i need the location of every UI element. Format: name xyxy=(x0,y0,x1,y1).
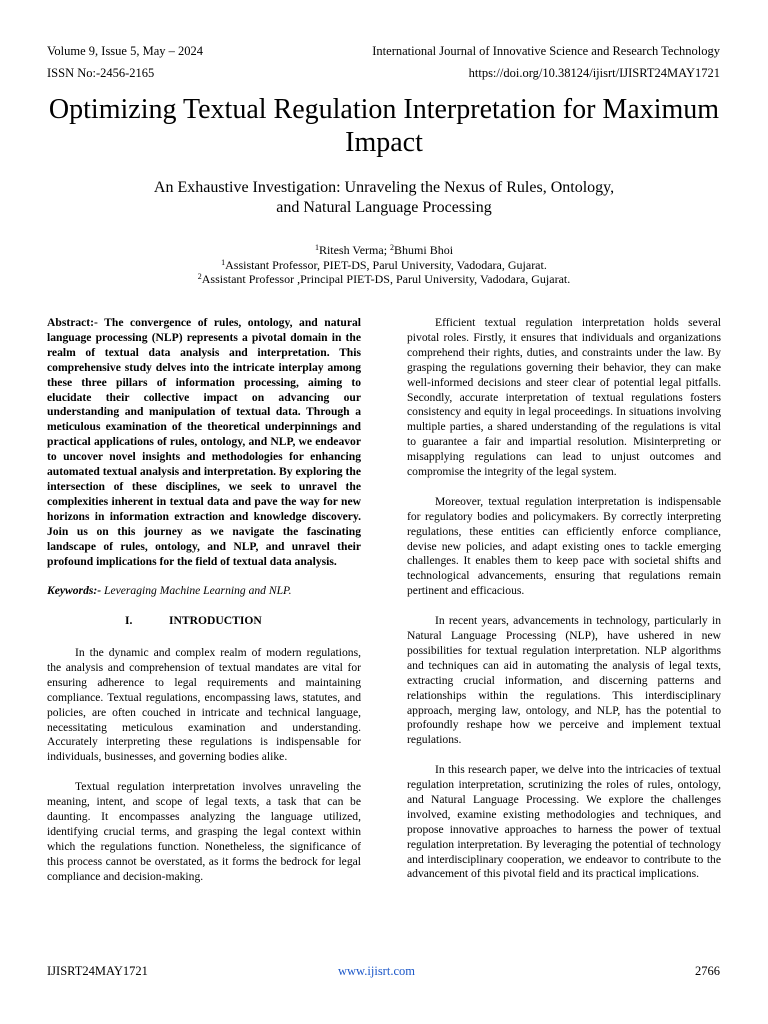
affiliation1-text: Assistant Professor, PIET-DS, Parul University, Vadodara, Gujarat. xyxy=(225,257,547,272)
author2-sup: 2 xyxy=(390,243,395,252)
author2-name: Bhumi Bhoi xyxy=(394,243,454,257)
affiliation2-text: Assistant Professor ,Principal PIET-DS, Parul University, Vadodara, Gujarat. xyxy=(201,272,571,286)
author1-sup: 1 xyxy=(314,243,319,252)
footer-page-number: 2766 xyxy=(695,964,720,978)
body-paragraph: In the dynamic and complex realm of modern regulations, the analysis and comprehension of textual mandates are vital for ensuring adherence to legal requirements and maintaining compliance. Textual regulations, encompassing laws, statutes, and policies, are often couched in intricate and technical language, necessitating meticulous examination and understanding. Accurately interpreting these regulations is indispensable for individuals, businesses, and governing bodies alike. xyxy=(47,646,361,764)
body-paragraph: Textual regulation interpretation involves unraveling the meaning, intent, and scope of legal texts, a task that can be daunting. It encompasses analyzing the language utilized, identifying crucial terms, and grasping the legal context within which the regulations function. Nonetheless, the significance of this process cannot be overstated, as it forms the bedrock for legal compliance and decision-making. xyxy=(47,780,361,883)
keywords xyxy=(47,584,361,599)
header-issn: ISSN No:-2456-2165 xyxy=(47,66,155,80)
paper-subtitle: An Exhaustive Investigation: Unraveling the Nexus of Rules, Ontology, and Natural Language Processing xyxy=(153,179,615,216)
body-paragraph: In recent years, advancements in technology, particularly in Natural Language Processing (NLP), have ushered in new possibilities for textual regulation interpretation. NLP algorithms and techniques can aid in automating the analysis of legal texts, extracting crucial information, and discerning patterns and relationships within the regulations. This interdisciplinary approach, merging law, ontology, and NLP, has the potential to profoundly reshape how we perceive and implement textual regulations. xyxy=(407,614,721,747)
author-block xyxy=(80,243,688,287)
section-heading-introduction xyxy=(47,614,361,629)
left-column xyxy=(47,316,361,899)
author-names xyxy=(80,243,688,258)
footer-paper-id: IJISRT24MAY1721 xyxy=(47,964,148,978)
keywords-text: Leveraging Machine Learning and NLP. xyxy=(101,584,292,598)
author1-name: Ritesh Verma; xyxy=(318,243,391,257)
section-title: INTRODUCTION xyxy=(169,614,262,628)
body-paragraph: Moreover, textual regulation interpretation is indispensable for regulatory bodies and policymakers. By correctly interpreting regulations, these entities can efficiently enforce compliance, devise new policies, and adapt existing ones to tackle emerging challenges. It enables them to keep pace with societal shifts and technological advancements, ensuring that regulations remain pertinent and efficacious. xyxy=(407,494,721,598)
abstract: Abstract:- The convergence of rules, ontology, and natural language processing (NLP) represents a pivotal domain in the realm of textual data analysis and interpretation. This comprehensive study delves into the intricate interplay among these three pillars of information processing, aiming to elucidate their collective impact on advancing our understanding and manipulation of textual data. Through a meticulous examination of the theoretical underpinnings and practical applications of rules, ontology, and NLP, we endeavor to uncover novel insights and methodologies for enhancing automated textual analysis and interpretation. By exploring the intersection of these disciplines, we seek to unravel the complexities inherent in textual data and pave the way for new horizons in information extraction and knowledge discovery. Join us on this journey as we navigate the fascinating landscape of rules, ontology, and NLP, and unravel their profound implications for the field of textual data analysis. xyxy=(47,316,361,568)
header-doi-link[interactable]: https://doi.org/10.38124/ijisrt/IJISRT24MAY1721 xyxy=(468,66,720,80)
body-paragraph: Efficient textual regulation interpretation holds several pivotal roles. Firstly, it ensures that individuals and organizations comprehend their rights, duties, and constraints under the law. By grasping the regulations governing their behavior, they can make well-informed decisions and steer clear of potential legal pitfalls. Secondly, accurate interpretation of textual regulations fosters consistency and equity in legal proceedings. In situations involving multiple parties, a shared understanding of the regulations is vital to guarantee a fair and impartial resolution. Misinterpreting or misapplying regulations can lead to unjust outcomes and compromise the integrity of the legal system. xyxy=(407,316,721,479)
affiliation-2 xyxy=(80,272,688,287)
affiliation1-sup: 1 xyxy=(221,257,226,267)
keywords-label: Keywords:- xyxy=(47,584,102,598)
footer-website-link[interactable]: www.ijisrt.com xyxy=(338,964,415,978)
affiliation2-sup: 2 xyxy=(197,272,202,281)
paper-title: Optimizing Textual Regulation Interpretation for Maximum Impact xyxy=(48,94,720,158)
header-volume: Volume 9, Issue 5, May – 2024 xyxy=(47,44,204,58)
right-column xyxy=(407,316,721,897)
affiliation-1 xyxy=(80,258,688,273)
header-journal-name: International Journal of Innovative Science and Research Technology xyxy=(372,44,720,58)
body-paragraph: In this research paper, we delve into the intricacies of textual regulation interpretation, scrutinizing the roles of rules, ontology, and Natural Language Processing. We explore the challenges involved, examine existing methodologies and techniques, and propose innovative approaches to harness the power of textual regulation interpretation. By leveraging the potential of technology and interdisciplinary cooperation, we endeavor to contribute to the advancement of this pivotal field and its practical implications. xyxy=(407,763,721,881)
section-number: I. xyxy=(125,614,133,628)
